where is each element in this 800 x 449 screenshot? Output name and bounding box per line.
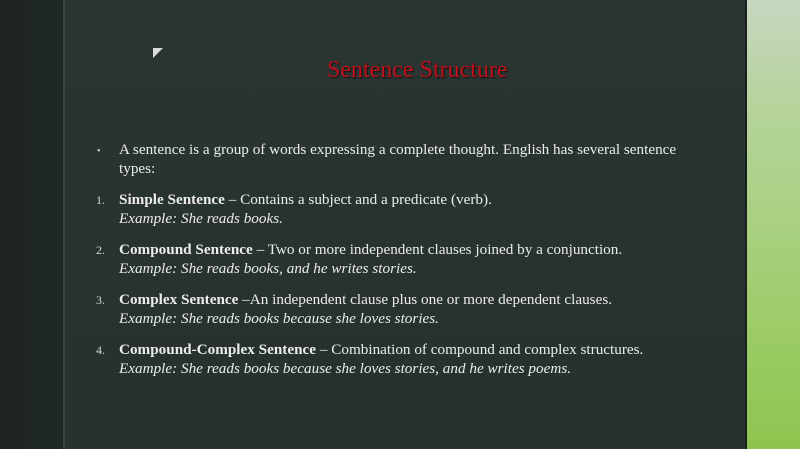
term-description: Contains a subject and a predicate (verb). <box>240 191 492 208</box>
list-item-simple <box>96 190 696 228</box>
term-separator: – <box>316 341 332 358</box>
intro-text: A sentence is a group of words expressing a complete thought. English has several sentence types: <box>119 141 677 177</box>
bullet-marker: • <box>97 146 101 157</box>
term-separator: – <box>252 241 268 258</box>
term-description: Combination of compound and complex structures. <box>331 341 644 358</box>
triangle-corner-icon <box>153 48 163 58</box>
term-label: Compound Sentence <box>119 241 253 258</box>
term-label: Compound-Complex Sentence <box>119 341 317 358</box>
example-text: Example: She reads books. <box>119 210 283 227</box>
left-background-band <box>0 0 63 449</box>
list-item-complex <box>96 290 696 328</box>
term-separator: – <box>238 291 250 308</box>
green-accent-strip <box>747 0 800 449</box>
list-number: 2. <box>96 243 105 257</box>
slide-body <box>96 140 696 390</box>
example-text: Example: She reads books because she loves stories. <box>119 310 439 327</box>
list-item-compound-complex <box>96 340 696 378</box>
term-label: Complex Sentence <box>119 291 239 308</box>
term-label: Simple Sentence <box>119 191 225 208</box>
example-text: Example: She reads books, and he writes stories. <box>119 260 417 277</box>
list-item-compound <box>96 240 696 278</box>
example-text: Example: She reads books because she loves stories, and he writes poems. <box>119 360 572 377</box>
list-number: 1. <box>96 193 105 207</box>
list-number: 4. <box>96 343 105 357</box>
term-description: Two or more independent clauses joined by a conjunction. <box>267 241 623 258</box>
term-description: An independent clause plus one or more dependent clauses. <box>249 291 613 308</box>
list-number: 3. <box>96 293 105 307</box>
intro-bullet-item <box>96 140 696 178</box>
term-separator: – <box>224 191 241 208</box>
slide-title: Sentence Structure <box>327 57 508 83</box>
